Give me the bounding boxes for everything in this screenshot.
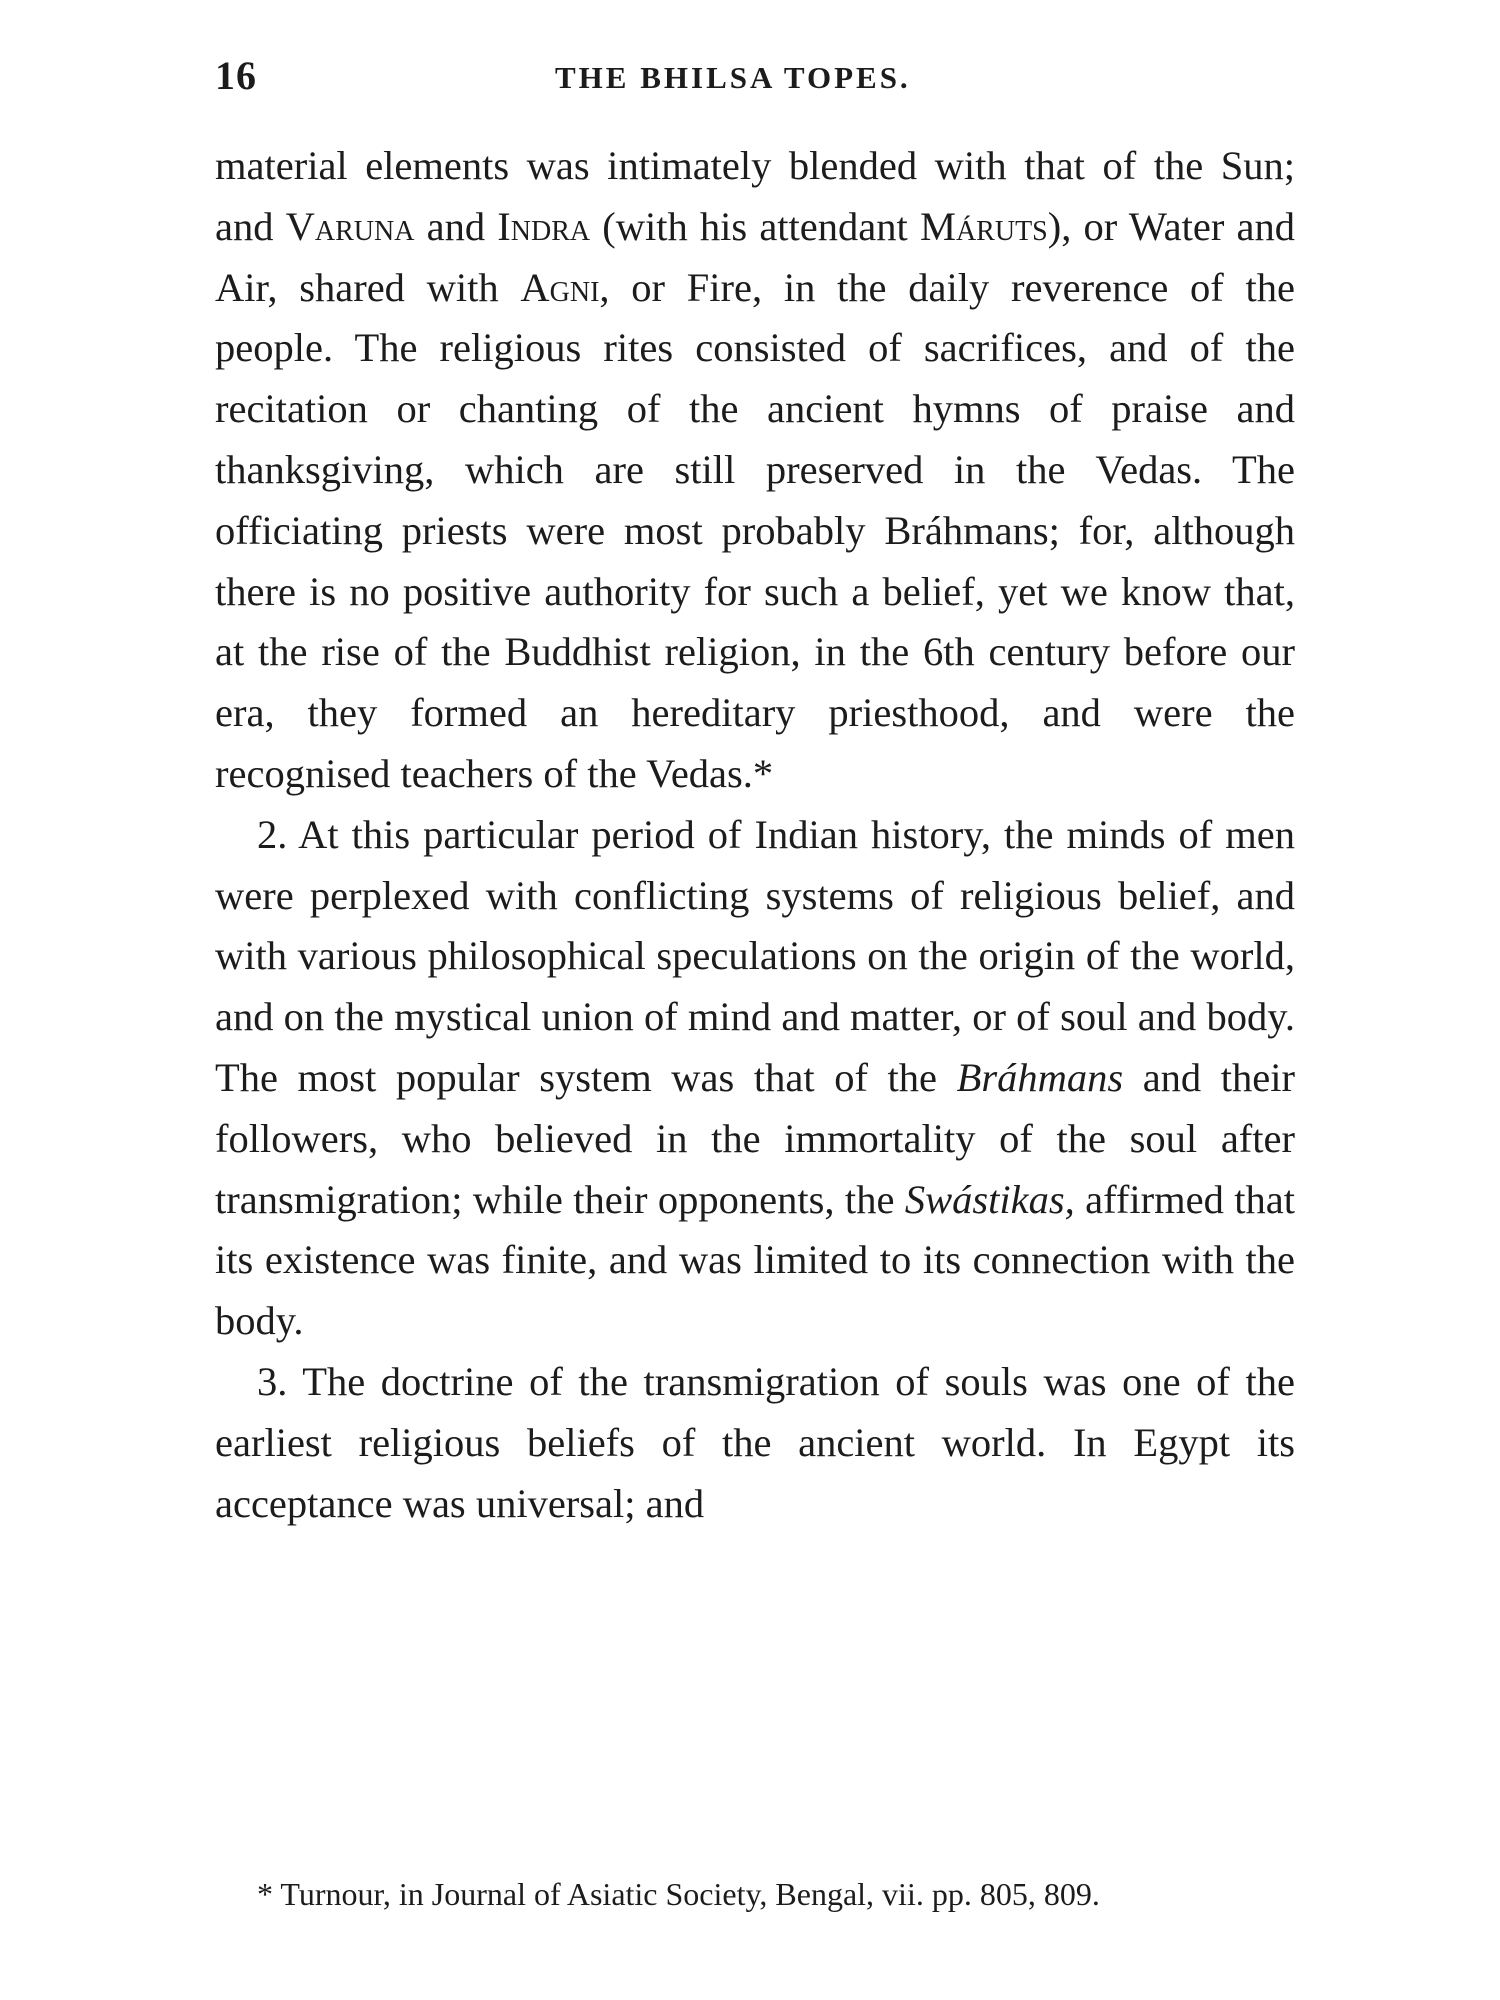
para2-text-c: affirmed that its existence was finite, and was limited to its connection with the body. <box>215 1176 1295 1344</box>
body-text <box>215 136 1295 1534</box>
para1-text-d: ), or Water and Air, shared with <box>215 203 1295 310</box>
swastikas-term: Swástikas, <box>904 1176 1075 1222</box>
para1-text-b: and <box>414 203 498 249</box>
running-title: THE BHILSA TOPES. <box>555 60 911 95</box>
paragraph-3: 3. The doctrine of the transmigration of souls was one of the earliest religious beliefs of the ancient world. In Egypt its acceptance was universal; and <box>215 1358 1295 1526</box>
agni-term: Agni <box>520 264 600 310</box>
brahmans-term: Bráhmans <box>956 1054 1124 1100</box>
page-header <box>215 52 1295 112</box>
para2-text-a: 2. At this particular period of Indian history, the minds of men were perplexed with conflicting systems of religious belief, and with various philosophical speculations on the origin of the world, and on the mystical union of mind and matter, or of soul and body. The most popular system was that of the <box>215 811 1295 1100</box>
para1-text-e: , or Fire, in the daily reverence of the people. The religious rites consisted of sacrifices, and of the recitation or chanting of the ancient hymns of praise and thanksgiving, which are still preserved in the Vedas. The officiating priests were most probably Bráhmans; for, although there is no positive authority for such a belief, yet we know that, at the rise of the Buddhist religion, in the 6th century before our era, they formed an hereditary priesthood, and were the recognised teachers of the Vedas.* <box>215 264 1295 796</box>
page-number: 16 <box>215 53 257 98</box>
varuna-term: Varuna <box>285 203 415 249</box>
para1-text-a: material elements was intimately blended with that of the Sun; and <box>215 143 1295 249</box>
paragraph-continuation <box>215 136 1295 805</box>
para2-text-b: and their followers, who believed in the immortality of the soul after transmigration; while their opponents, the <box>215 1054 1295 1222</box>
maruts-term: Máruts <box>919 203 1048 249</box>
paragraph-2 <box>215 805 1295 1352</box>
para1-text-c: (with his attendant <box>590 203 920 249</box>
footnote: * Turnour, in Journal of Asiatic Society, Bengal, vii. pp. 805, 809. <box>257 1876 1100 1912</box>
indra-term: Indra <box>497 203 591 249</box>
